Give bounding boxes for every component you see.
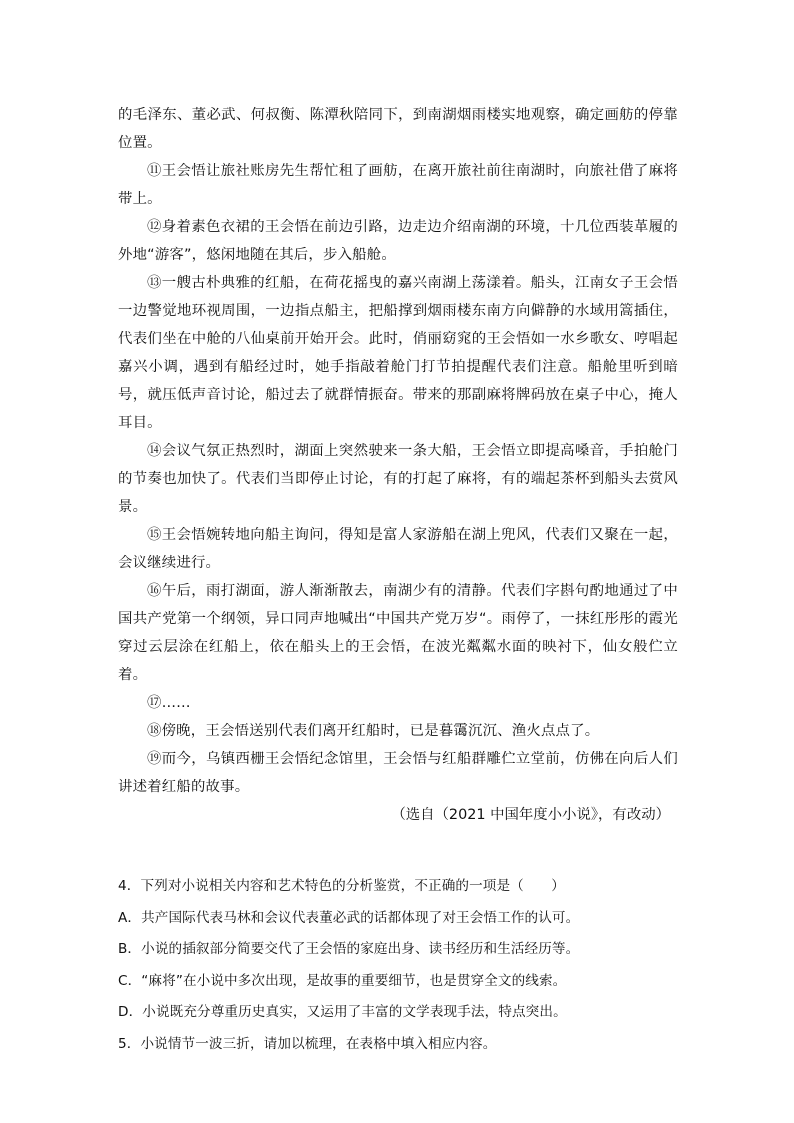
document-content (118, 101, 678, 1060)
paragraph-13: ⑬一艘古朴典雅的红船，在荷花摇曳的嘉兴南湖上荡漾着。船头，江南女子王会悟一边警觉地环视周围，一边指点船主，把船撑到烟雨楼东南方向僻静的水域用篙插住，代表们坐在中舱的八仙桌前开始开会。此时，俏丽窈窕的王会悟如一水乡歌女、哼唱起嘉兴小调，遇到有船经过时，她手指敲着舱门打节拍提醒代表们注意。船舱里听到暗号，就压低声音讨论，船过去了就群情振奋。带来的那副麻将牌码放在桌子中心，掩人耳目。 (118, 275, 678, 431)
question-4-option-d: D．小说既充分尊重历史真实，又运用了丰富的文学表现手法，特点突出。 (118, 1004, 567, 1020)
question-4-stem: 4．下列对小说相关内容和艺术特色的分析鉴赏，不正确的一项是（ ） (118, 878, 565, 894)
paragraph-continuation: 的毛泽东、董必武、何叔衡、陈潭秋陪同下，到南湖烟雨楼实地观察，确定画舫的停靠位置。 (118, 107, 678, 151)
question-4-option-a: A．共产国际代表马林和会议代表董必武的话都体现了对王会悟工作的认可。 (118, 909, 580, 926)
source-citation: （选自（2021 中国年度小小说》，有改动） (391, 807, 670, 823)
question-5-stem: 5．小说情节一波三折，请加以梳理，在表格中填入相应内容。 (118, 1035, 497, 1052)
section-gap (118, 829, 678, 871)
paragraph-17: ⑰…… (147, 695, 191, 711)
paragraph-19: ⑲而今，乌镇西栅王会悟纪念馆里，王会悟与红船群雕伫立堂前，仿佛在向后人们讲述着红船的故事。 (118, 751, 678, 795)
paragraph-12: ⑫身着素色衣裙的王会悟在前边引路，边走边介绍南湖的环境，十几位西装革履的外地“游客”，悠闲地随在其后，步入船舱。 (118, 219, 678, 263)
paragraph-14: ⑭会议气氛正热烈时，湖面上突然驶来一条大船，王会悟立即提高嗓音，手拍舱门的节奏也加快了。代表们当即停止讨论，有的打起了麻将，有的端起茶杯到船头去赏风景。 (118, 443, 678, 515)
paragraph-11: ⑪王会悟让旅社账房先生帮忙租了画舫，在离开旅社前往南湖时，向旅社借了麻将带上。 (118, 163, 678, 207)
paragraph-15: ⑮王会悟婉转地向船主询问，得知是富人家游船在湖上兜风，代表们又聚在一起，会议继续进行。 (118, 527, 678, 571)
question-4-option-b: B．小说的插叙部分简要交代了王会悟的家庭出身、读书经历和生活经历等。 (118, 941, 580, 957)
paragraph-18: ⑱傍晚，王会悟送别代表们离开红船时，已是暮霭沉沉、渔火点点了。 (147, 723, 600, 739)
question-4-option-c: C．“麻将”在小说中多次出现，是故事的重要细节，也是贯穿全文的线索。 (118, 972, 567, 989)
paragraph-16: ⑯午后，雨打湖面，游人渐渐散去，南湖少有的清静。代表们字斟句酌地通过了中国共产党第一个纲领，异口同声地喊出“中国共产党万岁“。雨停了，一抹红彤彤的霞光穿过云层涂在红船上，依在船头上的王会悟，在波光粼粼水面的映衬下，仙女般伫立着。 (118, 583, 678, 683)
